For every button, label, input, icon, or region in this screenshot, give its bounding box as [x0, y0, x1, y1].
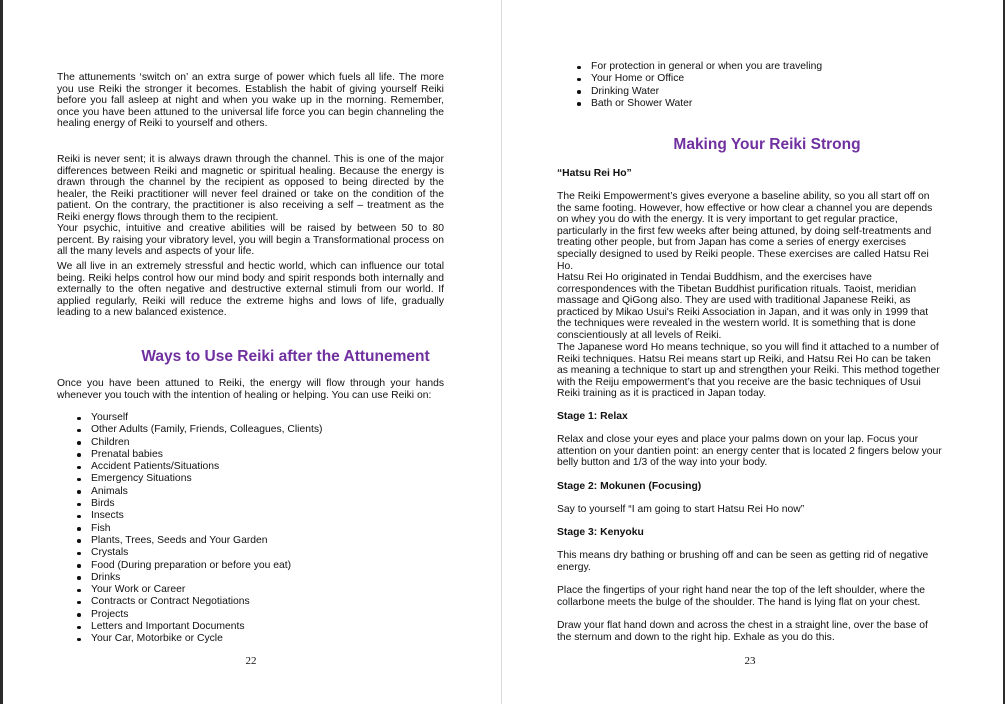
list-item: Other Adults (Family, Friends, Colleagues, Clients): [57, 424, 444, 436]
list-item: Accident Patients/Situations: [57, 461, 444, 473]
left-page: [57, 0, 444, 704]
right-page: [557, 0, 944, 704]
left-paragraph-1: The attunements ‘switch on’ an extra surge of power which fuels all life. The more you use Reiki the stronger it becomes. Establish the habit of giving yourself Reiki before you fall asleep at night and when you wake up in the morning. Remember, once you have been attuned to the universal life force you can begin channeling the healing energy of Reiki to yourself and others.: [57, 72, 444, 130]
list-item: Your Work or Career: [57, 584, 444, 596]
left-paragraph-4: We all live in an extremely stressful and hectic world, which can influence our total being. Reiki helps control how our mind body and spirit responds both internally and externally to the often negative and destructive external stimuli from our world. If applied regularly, Reiki will reduce the extreme highs and lows of life, gradually leading to a new balanced existence.: [57, 261, 444, 319]
left-heading: Ways to Use Reiki after the Attunement: [141, 348, 430, 365]
list-item: Emergency Situations: [57, 473, 444, 485]
list-item: Your Car, Motorbike or Cycle: [57, 633, 444, 645]
stage-3-text-1: This means dry bathing or brushing off and can be seen as getting rid of negative energy.: [557, 550, 929, 573]
uses-list-continued: [557, 61, 944, 110]
right-page-number: 23: [744, 655, 756, 667]
right-paragraph-1: The Reiki Empowerment’s gives everyone a baseline ability, so you all start off on the same footing. However, how effective or how clear a channel you are depends on whey you do with the energy. It is very important to get regular practice, particularly in the first few weeks after being attuned, by doing self-treatments and treating other people, but from Japan has come a series of energy exercises specially designed to used by Reiki people. These exercises are called Hatsu Rei Ho.: [557, 191, 933, 272]
stage-3-text-2: Place the fingertips of your right hand near the top of the left shoulder, where the collarbone meets the bulge of the shoulder. The hand is lying flat on your chest.: [557, 585, 926, 608]
right-paragraph-2: Hatsu Rei Ho originated in Tendai Buddhism, and the exercises have correspondences with the Tibetan Buddhist purification rituals. Taoist, meridian massage and QiGong also. They are used with traditional Japanese Reiki, as practiced by Mikao Usui's Reiki Association in Japan, and it was only in 1999 that the techniques were revealed in the western world. It is something that is done conscientiously at all levels of Reiki.: [557, 272, 929, 341]
left-intro: Once you have been attuned to Reiki, the energy will flow through your hands whenever you touch with the intention of healing or helping. You can use Reiki on:: [57, 378, 444, 401]
list-item: Your Home or Office: [557, 73, 944, 85]
list-item: Projects: [57, 609, 444, 621]
list-item: For protection in general or when you are traveling: [557, 61, 944, 73]
stage-2-title: Stage 2: Mokunen (Focusing): [557, 481, 702, 492]
list-item: Prenatal babies: [57, 449, 444, 461]
stage-1-title: Stage 1: Relax: [557, 411, 628, 422]
list-item: Contracts or Contract Negotiations: [57, 596, 444, 608]
left-paragraph-3: Your psychic, intuitive and creative abilities will be raised by between 50 to 80 percent. By raising your vibratory level, you will begin a Transformational process on all the many levels and aspects of your life.: [57, 223, 444, 258]
list-item: Fish: [57, 523, 444, 535]
list-item: Bath or Shower Water: [557, 98, 944, 110]
left-page-number: 22: [245, 655, 257, 667]
stage-1-text: Relax and close your eyes and place your palms down on your lap. Focus your attention on your dantien point: an energy center that is located 2 fingers below your belly button and 1/3 of the way into your body.: [557, 434, 942, 469]
list-item: Letters and Important Documents: [57, 621, 444, 633]
list-item: Birds: [57, 498, 444, 510]
list-item: Crystals: [57, 547, 444, 559]
stage-2-text: Say to yourself “I am going to start Hatsu Rei Ho now”: [557, 504, 805, 515]
list-item: Insects: [57, 510, 444, 522]
uses-list: [57, 412, 444, 646]
list-item: Food (During preparation or before you eat): [57, 560, 444, 572]
list-item: Children: [57, 437, 444, 449]
list-item: Plants, Trees, Seeds and Your Garden: [57, 535, 444, 547]
right-paragraph-3: The Japanese word Ho means technique, so you will find it attached to a number of Reiki techniques. Hatsu Rei means start up Reiki, and Hatsu Rei Ho can be taken as meaning a technique to start up and strengthen your Reiki. This method together with the Reiju empowerment’s that you receive are the basic techniques of Usui Reiki training as it is practiced in Japan today.: [557, 342, 940, 400]
list-item: Drinks: [57, 572, 444, 584]
stage-3-title: Stage 3: Kenyoku: [557, 527, 644, 538]
list-item: Yourself: [57, 412, 444, 424]
stage-3-text-3: Draw your flat hand down and across the chest in a straight line, over the base of the sternum and down to the right hip. Exhale as you do this.: [557, 620, 928, 643]
list-item: Drinking Water: [557, 86, 944, 98]
hatsu-rei-ho-subheading: “Hatsu Rei Ho”: [557, 168, 632, 179]
left-paragraph-2: Reiki is never sent; it is always drawn through the channel. This is one of the major differences between Reiki and magnetic or spiritual healing. Because the energy is drawn through the channel by the recipient as opposed to being directed by the healer, the Reiki practitioner will never feel drained or take on the condition of the patient. On the contrary, the practitioner is also receiving a self – treatment as the Reiki energy flows through them to the recipient.: [57, 154, 444, 223]
list-item: Animals: [57, 486, 444, 498]
right-heading: Making Your Reiki Strong: [673, 136, 861, 153]
left-edge: [0, 0, 3, 704]
